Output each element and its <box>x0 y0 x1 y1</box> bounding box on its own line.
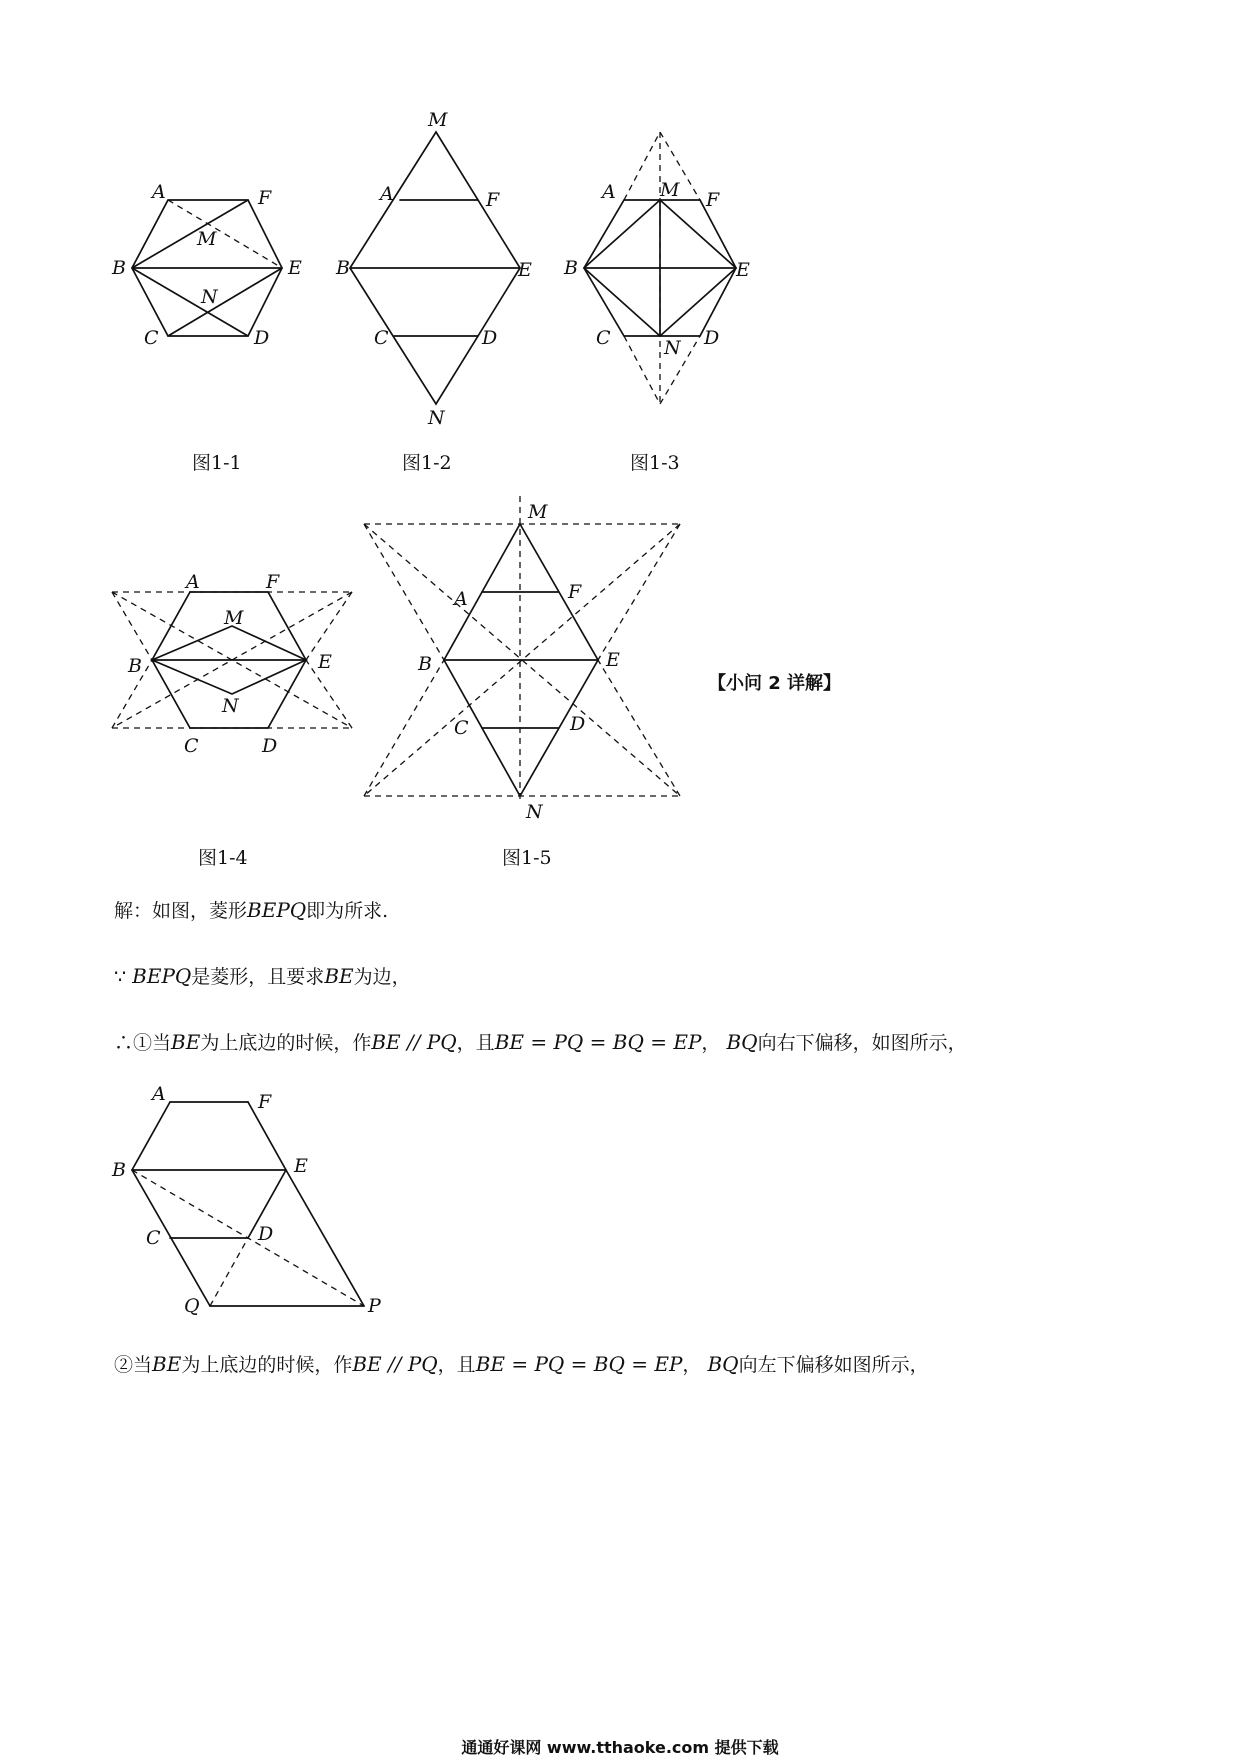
svg-text:F: F <box>258 187 272 209</box>
svg-text:C: C <box>374 327 389 349</box>
svg-text:A: A <box>454 588 468 610</box>
solution-line-1: 解：如图，菱形BEPQ即为所求. <box>114 898 389 922</box>
svg-text:B: B <box>112 1159 126 1181</box>
svg-text:F: F <box>568 581 582 603</box>
caption-fig-1-4: 图1-4 <box>198 847 248 869</box>
svg-text:D: D <box>704 327 720 349</box>
svg-text:B: B <box>336 257 350 279</box>
svg-text:C: C <box>144 327 159 349</box>
svg-text:D: D <box>258 1223 274 1245</box>
svg-text:A: A <box>152 1083 166 1105</box>
svg-text:Q: Q <box>184 1295 200 1317</box>
svg-text:M: M <box>428 109 448 131</box>
svg-text:M: M <box>224 607 244 629</box>
svg-text:F: F <box>706 189 720 211</box>
svg-text:E: E <box>606 649 620 671</box>
solution-line-4: ②当BE为上底边的时候，作BE // PQ，且BE = PQ = BQ = EP， BQ向左下偏移如图所示， <box>114 1352 929 1376</box>
svg-text:E: E <box>318 651 332 673</box>
svg-text:N: N <box>526 801 543 823</box>
caption-fig-1-1: 图1-1 <box>192 452 242 474</box>
svg-text:D: D <box>254 327 270 349</box>
caption-fig-1-2: 图1-2 <box>402 452 452 474</box>
svg-text:M: M <box>528 501 548 523</box>
solution-line-2: ∵ BEPQ是菱形，且要求BE为边， <box>114 964 411 988</box>
section-heading: 【小问 2 详解】 <box>708 673 842 694</box>
svg-text:F: F <box>486 189 500 211</box>
solution-line-3: ∴①当BE为上底边的时候，作BE // PQ，且BE = PQ = BQ = EP， BQ向右下偏移，如图所示， <box>114 1030 967 1054</box>
caption-fig-1-5: 图1-5 <box>502 847 552 869</box>
svg-text:N: N <box>664 337 681 359</box>
page-footer: 通通好课网 www.tthaoke.com 提供下载 <box>461 1738 779 1757</box>
svg-text:A: A <box>602 181 616 203</box>
svg-text:B: B <box>128 655 142 677</box>
svg-text:P: P <box>368 1295 381 1317</box>
svg-text:E: E <box>736 259 750 281</box>
svg-text:A: A <box>186 571 200 593</box>
svg-text:C: C <box>184 735 199 757</box>
svg-text:B: B <box>112 257 126 279</box>
svg-text:C: C <box>146 1227 161 1249</box>
svg-text:E: E <box>518 259 532 281</box>
svg-text:E: E <box>288 257 302 279</box>
svg-text:D: D <box>262 735 278 757</box>
svg-text:C: C <box>596 327 611 349</box>
svg-text:N: N <box>222 695 239 717</box>
svg-text:D: D <box>482 327 498 349</box>
caption-fig-1-3: 图1-3 <box>630 452 680 474</box>
svg-text:B: B <box>564 257 578 279</box>
svg-text:M: M <box>660 179 680 201</box>
svg-text:A: A <box>380 183 394 205</box>
svg-text:M: M <box>197 228 217 250</box>
svg-text:N: N <box>428 407 445 429</box>
svg-text:N: N <box>201 286 218 308</box>
svg-text:A: A <box>152 181 166 203</box>
svg-text:B: B <box>418 653 432 675</box>
svg-text:E: E <box>294 1155 308 1177</box>
svg-text:C: C <box>454 717 469 739</box>
svg-text:D: D <box>570 713 586 735</box>
svg-text:F: F <box>266 571 280 593</box>
svg-text:F: F <box>258 1091 272 1113</box>
